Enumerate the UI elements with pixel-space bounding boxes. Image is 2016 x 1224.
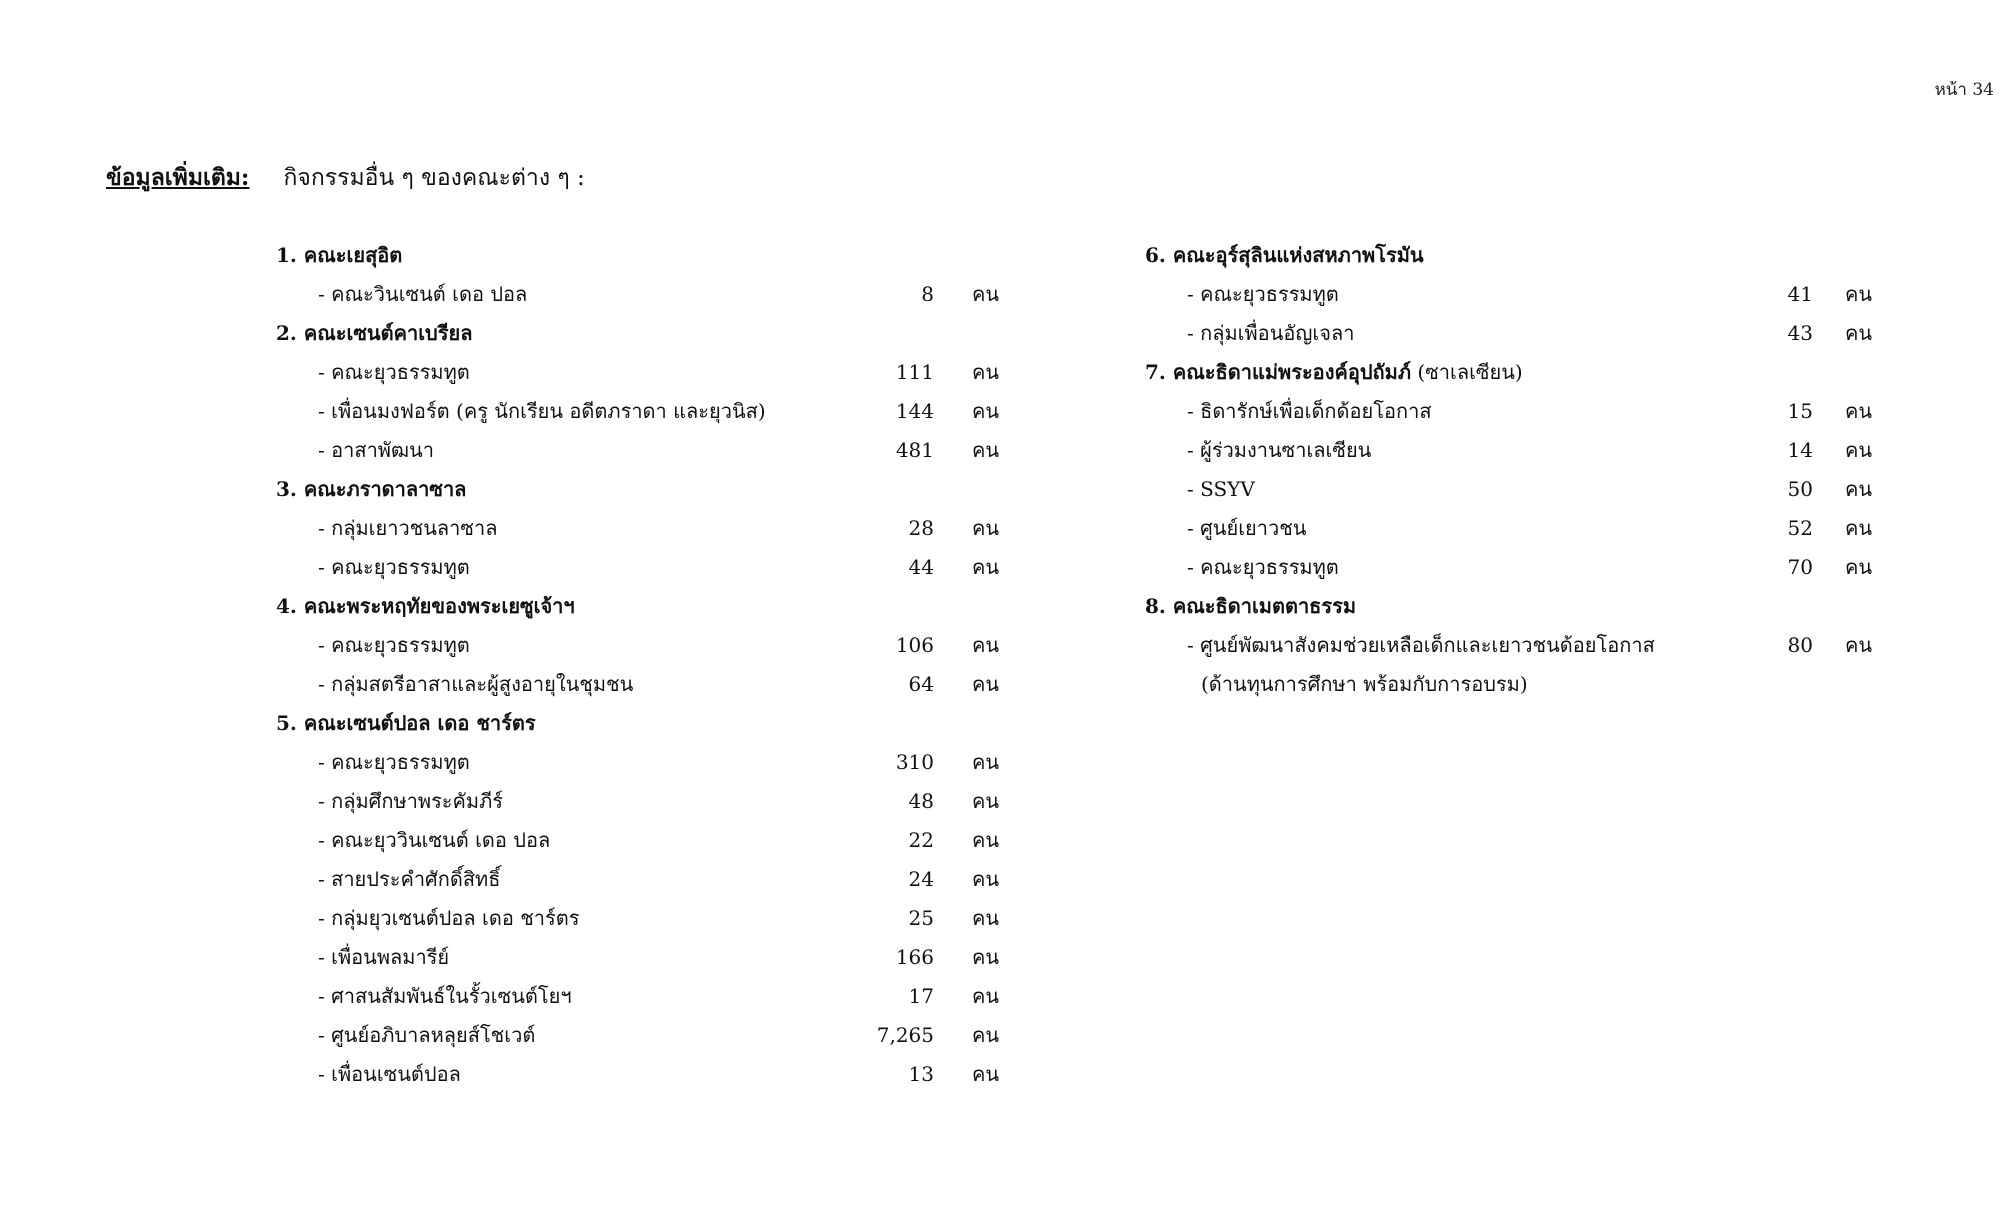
list-item (1145, 392, 1905, 431)
item-count: 64 (908, 672, 934, 696)
list-item (1145, 626, 1905, 665)
item-name: - ผู้ร่วมงานซาเลเซียน (1187, 438, 1372, 462)
list-item (276, 1055, 1016, 1094)
item-count: 80 (1787, 633, 1813, 657)
list-item (1145, 275, 1905, 314)
group-title (1145, 236, 1905, 275)
item-unit: คน (1845, 516, 1873, 540)
group-title-text: 6. คณะอุร์สุลินแห่งสหภาพโรมัน (1145, 243, 1424, 267)
list-item (276, 548, 1016, 587)
item-unit: คน (1845, 633, 1873, 657)
list-item (276, 1016, 1016, 1055)
item-name: - คณะวินเซนต์ เดอ ปอล (318, 282, 528, 306)
left-column (276, 236, 1016, 1094)
item-name: - คณะยุวธรรมทูต (1187, 282, 1339, 306)
item-unit: คน (972, 750, 1000, 774)
item-unit: คน (1845, 555, 1873, 579)
group-title (1145, 587, 1905, 626)
item-unit: คน (972, 789, 1000, 813)
list-item (276, 938, 1016, 977)
item-name: - กลุ่มยุวเซนต์ปอล เดอ ชาร์ตร (318, 906, 580, 930)
item-unit: คน (972, 399, 1000, 423)
list-item (276, 665, 1016, 704)
item-name: - คณะยุวธรรมทูต (318, 750, 470, 774)
item-unit: คน (972, 672, 1000, 696)
group-title-text: 8. คณะธิดาเมตตาธรรม (1145, 594, 1357, 618)
item-name: - ศูนย์เยาวชน (1187, 516, 1307, 540)
list-item (276, 821, 1016, 860)
item-count: 48 (908, 789, 934, 813)
list-item (276, 899, 1016, 938)
list-item (276, 626, 1016, 665)
item-name: - ศาสนสัมพันธ์ในรั้วเซนต์โยฯ (318, 984, 572, 1008)
item-name: - คณะยุววินเซนต์ เดอ ปอล (318, 828, 551, 852)
group-title (276, 236, 1016, 275)
item-count: 310 (895, 750, 934, 774)
item-name: - ธิดารักษ์เพื่อเด็กด้อยโอกาส (1187, 399, 1432, 423)
item-unit: คน (972, 360, 1000, 384)
item-note: (ด้านทุนการศึกษา พร้อมกับการอบรม) (1201, 672, 1528, 696)
list-item (276, 392, 1016, 431)
group-title (276, 587, 1016, 626)
item-count: 106 (895, 633, 934, 657)
item-count: 28 (908, 516, 934, 540)
item-count: 7,265 (876, 1023, 934, 1047)
item-name: - กลุ่มสตรีอาสาและผู้สูงอายุในชุมชน (318, 672, 634, 696)
item-unit: คน (972, 1023, 1000, 1047)
item-name: - อาสาพัฒนา (318, 438, 434, 462)
item-name: - คณะยุวธรรมทูต (318, 555, 470, 579)
item-unit: คน (972, 555, 1000, 579)
item-count: 50 (1787, 477, 1813, 501)
item-name: - กลุ่มเพื่อนอัญเจลา (1187, 321, 1355, 345)
item-count: 24 (908, 867, 934, 891)
group-title-text: 3. คณะภราดาลาซาล (276, 477, 467, 501)
list-item (276, 743, 1016, 782)
item-unit: คน (1845, 399, 1873, 423)
item-name: - สายประคำศักดิ์สิทธิ์ (318, 867, 501, 891)
item-name: - กลุ่มศึกษาพระคัมภีร์ (318, 789, 504, 813)
item-count: 144 (895, 399, 934, 423)
list-item (1145, 431, 1905, 470)
group-title-text: 2. คณะเซนต์คาเบรียล (276, 321, 473, 345)
item-unit: คน (972, 282, 1000, 306)
item-name: - กลุ่มเยาวชนลาซาล (318, 516, 498, 540)
list-item (276, 977, 1016, 1016)
item-unit: คน (972, 828, 1000, 852)
group-title-text: 5. คณะเซนต์ปอล เดอ ชาร์ตร (276, 711, 536, 735)
group-title (276, 704, 1016, 743)
list-item (1145, 314, 1905, 353)
item-name: - คณะยุวธรรมทูต (318, 633, 470, 657)
list-item (276, 509, 1016, 548)
header-label: ข้อมูลเพิ่มเติม: (106, 164, 250, 191)
list-item (276, 782, 1016, 821)
list-item (276, 860, 1016, 899)
item-unit: คน (972, 867, 1000, 891)
item-count: 13 (908, 1062, 934, 1086)
item-name: - เพื่อนมงฟอร์ต (ครู นักเรียน อดีตภราดา และยุวนิส) (318, 399, 766, 423)
group-title-text: 7. คณะธิดาแม่พระองค์อุปถัมภ์ (1145, 360, 1412, 384)
item-count: 166 (895, 945, 934, 969)
right-column (1145, 236, 1905, 704)
item-count: 41 (1787, 282, 1813, 306)
list-item (276, 431, 1016, 470)
item-count: 15 (1787, 399, 1813, 423)
group-title (276, 314, 1016, 353)
item-name: - เพื่อนเซนต์ปอล (318, 1062, 461, 1086)
item-count: 52 (1787, 516, 1813, 540)
item-count: 111 (895, 360, 934, 384)
item-unit: คน (1845, 438, 1873, 462)
item-count: 8 (921, 282, 934, 306)
item-unit: คน (972, 984, 1000, 1008)
group-title (1145, 353, 1905, 392)
item-unit: คน (972, 945, 1000, 969)
item-name: - คณะยุวธรรมทูต (1187, 555, 1339, 579)
list-item (1145, 509, 1905, 548)
item-count: 70 (1787, 555, 1813, 579)
item-unit: คน (972, 516, 1000, 540)
item-unit: คน (972, 633, 1000, 657)
item-name: - ศูนย์อภิบาลหลุยส์โชเวต์ (318, 1023, 536, 1047)
item-name: - เพื่อนพลมารีย์ (318, 945, 450, 969)
item-unit: คน (1845, 321, 1873, 345)
item-count: 43 (1787, 321, 1813, 345)
item-name: - SSYV (1187, 477, 1255, 501)
page-number: หน้า 34 (1934, 80, 1994, 100)
item-count: 44 (908, 555, 934, 579)
item-count: 25 (908, 906, 934, 930)
list-item (1145, 548, 1905, 587)
item-name: - ศูนย์พัฒนาสังคมช่วยเหลือเด็กและเยาวชนด้อยโอกาส (1187, 633, 1655, 657)
group-title-text: 1. คณะเยสุอิต (276, 243, 403, 267)
list-item (276, 275, 1016, 314)
item-count: 22 (908, 828, 934, 852)
section-header (106, 160, 585, 196)
item-name: - คณะยุวธรรมทูต (318, 360, 470, 384)
item-unit: คน (972, 1062, 1000, 1086)
item-unit: คน (1845, 477, 1873, 501)
list-item (276, 353, 1016, 392)
item-unit: คน (1845, 282, 1873, 306)
item-unit: คน (972, 906, 1000, 930)
item-count: 17 (908, 984, 934, 1008)
group-title-text: 4. คณะพระหฤทัยของพระเยซูเจ้าฯ (276, 594, 575, 618)
group-title (276, 470, 1016, 509)
group-title-suffix: (ซาเลเซียน) (1411, 360, 1523, 384)
item-unit: คน (972, 438, 1000, 462)
header-text: กิจกรรมอื่น ๆ ของคณะต่าง ๆ : (283, 165, 585, 191)
item-count: 481 (895, 438, 934, 462)
list-item (1145, 470, 1905, 509)
item-count: 14 (1787, 438, 1813, 462)
